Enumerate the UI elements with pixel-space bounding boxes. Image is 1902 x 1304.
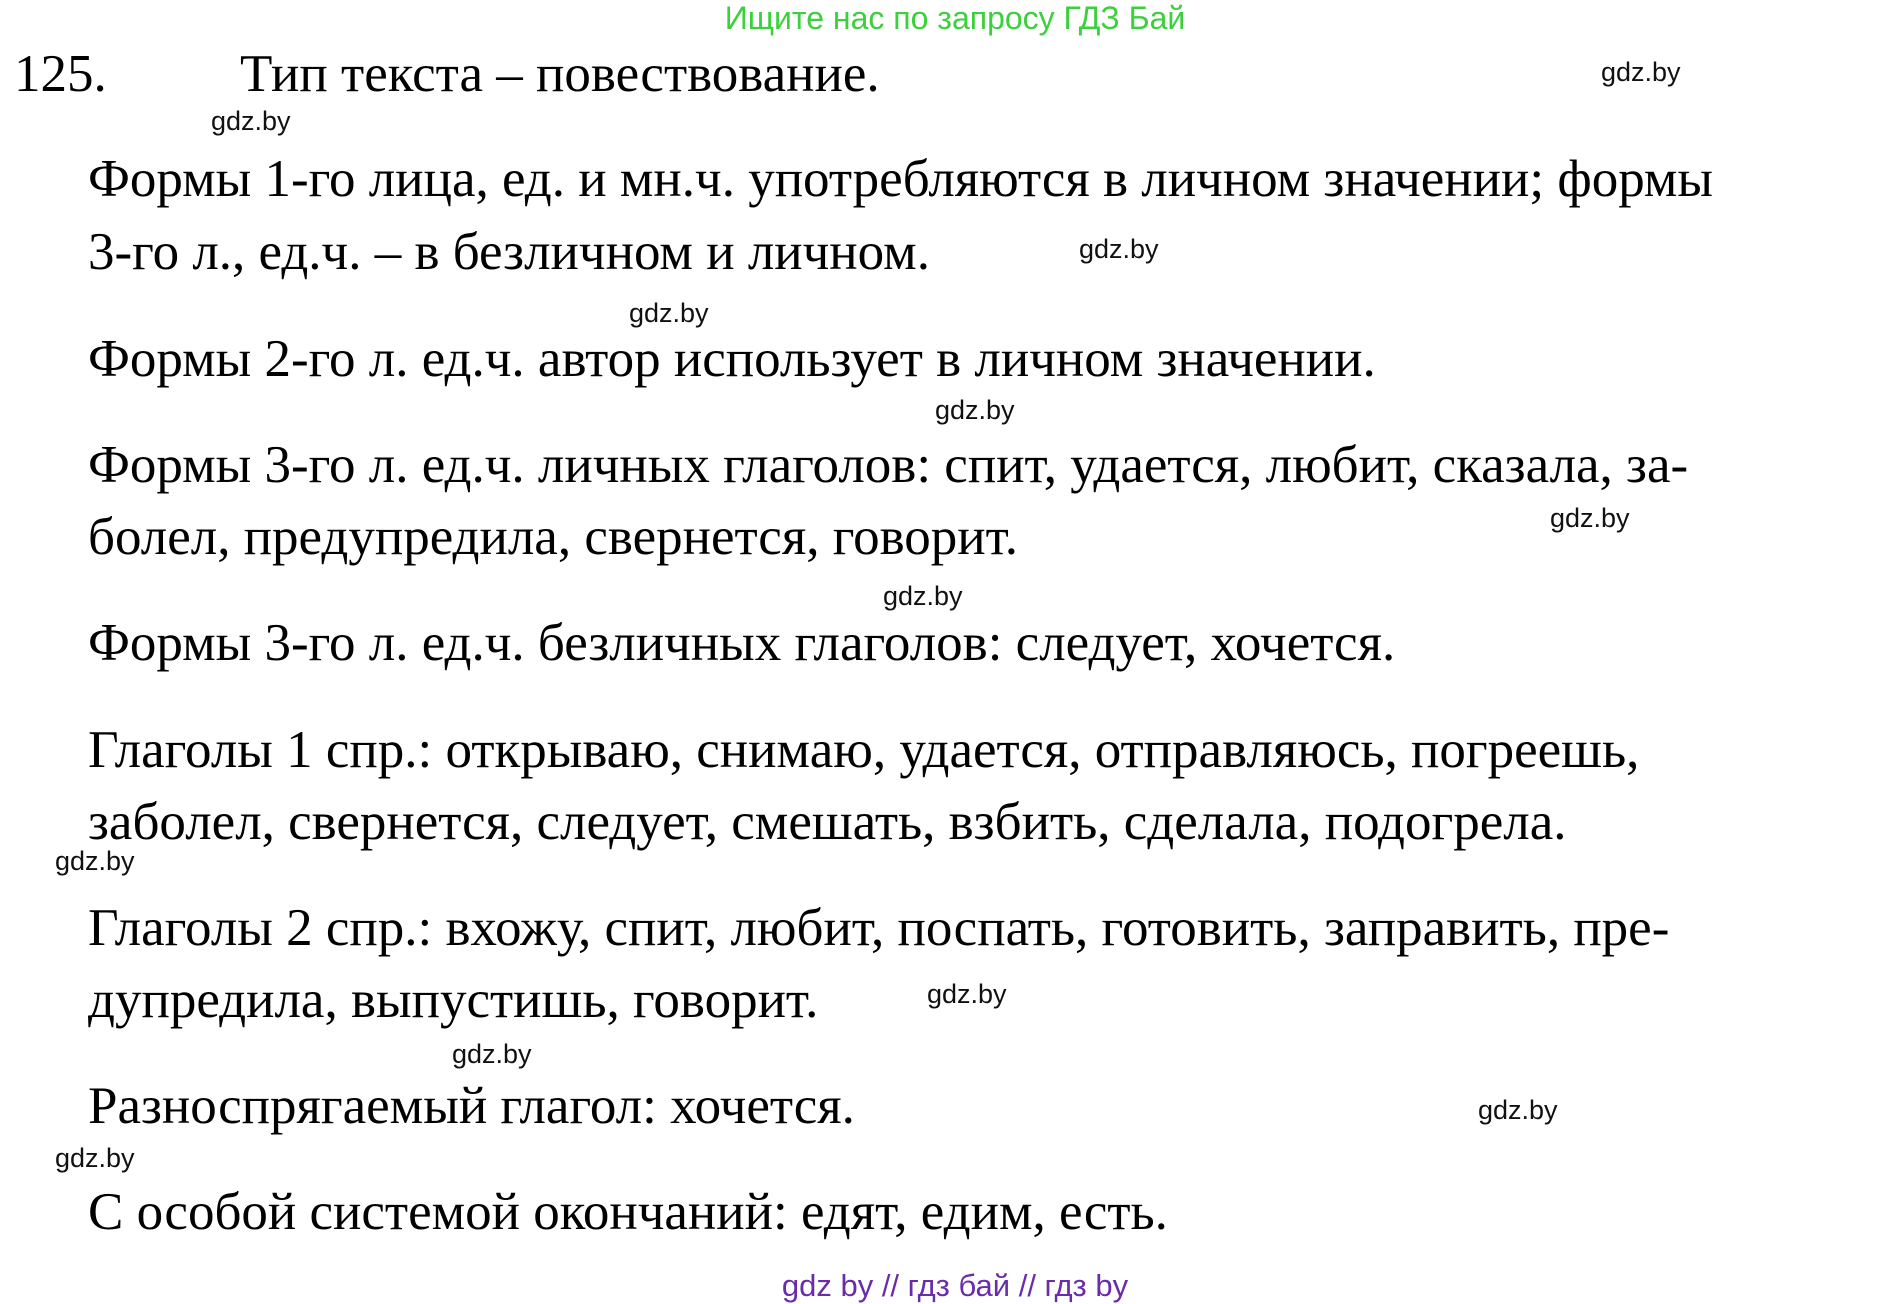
watermark: gdz.by: [883, 581, 963, 611]
watermark: gdz.by: [935, 395, 1015, 425]
watermark: gdz.by: [1079, 234, 1159, 264]
watermark: gdz.by: [927, 979, 1007, 1009]
answer-line: Глаголы 2 спр.: вхожу, спит, любит, поспать, готовить, заправить, пре-: [88, 899, 1670, 957]
answer-line: дупредила, выпустишь, говорит.: [88, 971, 819, 1029]
watermark: gdz.by: [211, 106, 291, 136]
answer-line: заболел, свернется, следует, смешать, взбить, сделала, подогрела.: [88, 793, 1567, 851]
answer-line: болел, предупредила, свернется, говорит.: [88, 508, 1019, 566]
exercise-number: 125.: [14, 45, 107, 103]
watermark: gdz.by: [629, 298, 709, 328]
text-type-title: Тип текста – повествование.: [240, 45, 880, 103]
watermark: gdz.by: [1478, 1095, 1558, 1125]
footer-links[interactable]: gdz by // гдз бай // гдз by: [781, 1268, 1129, 1303]
answer-line: Формы 2-го л. ед.ч. автор использует в личном значении.: [88, 330, 1376, 388]
answer-line: Формы 3-го л. ед.ч. личных глаголов: спит, удается, любит, сказала, за-: [88, 436, 1689, 494]
answer-line: 3-го л., ед.ч. – в безличном и личном.: [88, 223, 930, 281]
answer-line: Формы 1-го лица, ед. и мн.ч. употребляются в личном значении; формы: [88, 150, 1714, 208]
answer-line: С особой системой окончаний: едят, едим, есть.: [88, 1183, 1168, 1241]
watermark: gdz.by: [452, 1039, 532, 1069]
answer-line: Разноспрягаемый глагол: хочется.: [88, 1077, 855, 1135]
answer-line: Формы 3-го л. ед.ч. безличных глаголов: следует, хочется.: [88, 614, 1396, 672]
watermark: gdz.by: [1550, 503, 1630, 533]
watermark: gdz.by: [55, 846, 135, 876]
watermark: gdz.by: [55, 1143, 135, 1173]
answer-line: Глаголы 1 спр.: открываю, снимаю, удается, отправляюсь, погреешь,: [88, 721, 1640, 779]
search-hint-banner: Ищите нас по запросу ГДЗ Бай: [724, 0, 1186, 36]
watermark: gdz.by: [1601, 57, 1681, 87]
